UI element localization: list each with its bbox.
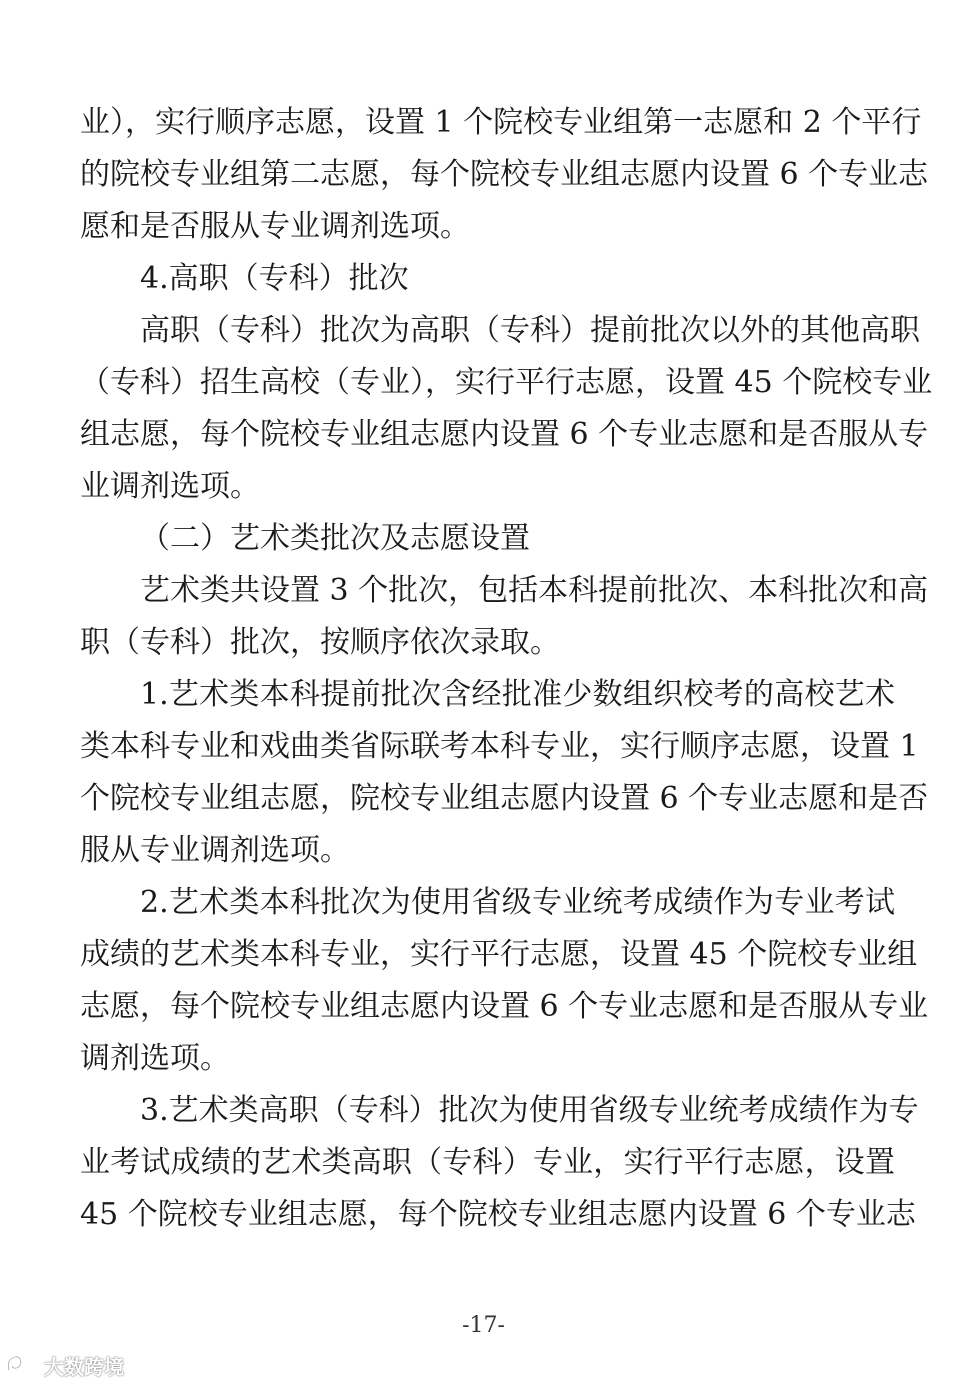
body-text-line: 个院校专业组志愿，院校专业组志愿内设置 6 个专业志愿和是否 — [80, 781, 929, 816]
body-text-line: 成绩的艺术类本科专业，实行平行志愿，设置 45 个院校专业组 — [80, 937, 918, 972]
body-text-line: 类本科专业和戏曲类省际联考本科专业，实行顺序志愿，设置 1 — [80, 729, 919, 764]
body-text-line: 调剂选项。 — [80, 1041, 230, 1076]
body-text-line: 职（专科）批次，按顺序依次录取。 — [80, 625, 560, 660]
body-text-line: 1.艺术类本科提前批次含经批准少数组织校考的高校艺术 — [140, 677, 895, 712]
body-text-line: 服从专业调剂选项。 — [80, 833, 350, 868]
body-text-line: 愿和是否服从专业调剂选项。 — [80, 209, 470, 244]
body-text-line: 高职（专科）批次为高职（专科）提前批次以外的其他高职 — [140, 313, 920, 348]
body-text-line: 2.艺术类本科批次为使用省级专业统考成绩作为专业考试 — [140, 885, 895, 920]
watermark — [6, 1352, 124, 1378]
body-text-line: 3.艺术类高职（专科）批次为使用省级专业统考成绩作为专 — [140, 1093, 919, 1128]
body-text-line: 志愿，每个院校专业组志愿内设置 6 个专业志愿和是否服从专业 — [80, 989, 929, 1024]
body-text-line: 组志愿，每个院校专业组志愿内设置 6 个专业志愿和是否服从专 — [80, 417, 929, 452]
body-text-line: 的院校专业组第二志愿，每个院校专业组志愿内设置 6 个专业志 — [80, 157, 929, 192]
body-text-line: 业考试成绩的艺术类高职（专科）专业，实行平行志愿，设置 — [80, 1145, 895, 1180]
section-heading: （二）艺术类批次及志愿设置 — [140, 521, 530, 556]
body-text-line: 业调剂选项。 — [80, 469, 260, 504]
body-text-line: （专科）招生高校（专业），实行平行志愿，设置 45 个院校专业 — [80, 365, 933, 400]
watermark-text: 大数跨境 — [44, 1354, 124, 1379]
page-number: -17- — [462, 1313, 505, 1338]
wechat-channel-logo-icon — [6, 1354, 40, 1376]
section-heading: 4.高职（专科）批次 — [140, 261, 409, 296]
body-text-line: 45 个院校专业组志愿，每个院校专业组志愿内设置 6 个专业志 — [80, 1197, 916, 1232]
body-text-line: 艺术类共设置 3 个批次，包括本科提前批次、本科批次和高 — [140, 573, 929, 608]
body-text-line: 业），实行顺序志愿，设置 1 个院校专业组第一志愿和 2 个平行 — [80, 105, 922, 140]
